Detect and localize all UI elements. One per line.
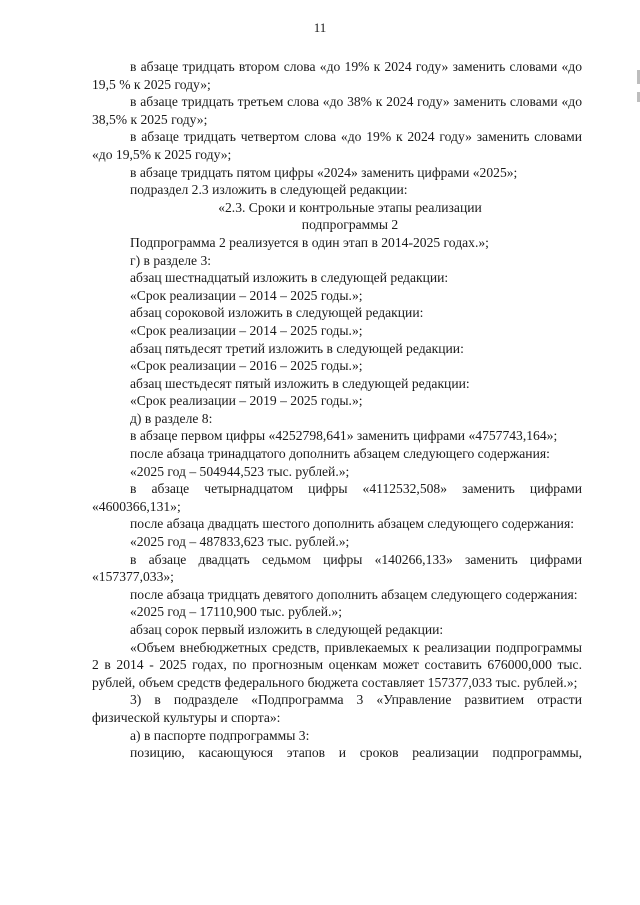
paragraph: в абзаце первом цифры «4252798,641» заменить цифрами «4757743,164»;	[130, 428, 558, 444]
paragraph: абзац сорок первый изложить в следующей редакции:	[130, 622, 444, 637]
paragraph: а) в паспорте подпрограммы 3:	[130, 727, 310, 743]
paragraph: в абзаце тридцать втором слова «до 19% к 2024 году» заменить словами «до 19,5 % к 2025 году»;	[92, 59, 582, 92]
document-body	[92, 58, 582, 762]
paragraph: после абзаца тринадцатого дополнить абзацем следующего содержания:	[130, 446, 550, 462]
paragraph: «Объем внебюджетных средств, привлекаемых к реализации подпрограммы 2 в 2014 - 2025 годах, по прогнозным оценкам может составить 676000,000 тыс. рублей, объем средств федерального бюджета составляет 157377,033 тыс. рублей.»;	[92, 639, 582, 690]
paragraph: в абзаце тридцать четвертом слова «до 19% к 2024 году» заменить словами «до 19,5% к 2025 году»;	[92, 129, 582, 162]
paragraph: «2025 год – 487833,623 тыс. рублей.»;	[130, 534, 350, 550]
paragraph: абзац шестьдесят пятый изложить в следующей редакции:	[130, 375, 470, 391]
paragraph: абзац шестнадцатый изложить в следующей редакции:	[130, 270, 449, 286]
paragraph: 3) в подразделе «Подпрограмма 3 «Управление развитием отрасти физической культуры и спорта»:	[92, 692, 582, 725]
paragraph: подраздел 2.3 изложить в следующей редакции:	[130, 182, 408, 198]
paragraph: д) в разделе 8:	[130, 410, 213, 426]
paragraph: «Срок реализации – 2019 – 2025 годы.»;	[130, 393, 363, 409]
paragraph: после абзаца двадцать шестого дополнить абзацем следующего содержания:	[130, 516, 574, 532]
paragraph: Подпрограмма 2 реализуется в один этап в 2014-2025 годах.»;	[130, 234, 489, 250]
paragraph: г) в разделе 3:	[130, 252, 212, 268]
paragraph: «2025 год – 17110,900 тыс. рублей.»;	[130, 604, 342, 620]
paragraph: «Срок реализации – 2014 – 2025 годы.»;	[130, 322, 363, 338]
paragraph: в абзаце двадцать седьмом цифры «140266,133» заменить цифрами «157377,033»;	[92, 551, 582, 585]
paragraph: «Срок реализации – 2016 – 2025 годы.»;	[130, 358, 363, 374]
paragraph: «2025 год – 504944,523 тыс. рублей.»;	[130, 463, 350, 479]
page-number: 11	[313, 20, 327, 35]
paragraph: абзац пятьдесят третий изложить в следующей редакции:	[130, 340, 464, 356]
paragraph: после абзаца тридцать девятого дополнить абзацем следующего содержания:	[130, 586, 578, 602]
paragraph: позицию, касающуюся этапов и сроков реализации подпрограммы,	[130, 745, 582, 761]
paragraph: в абзаце четырнадцатом цифры «4112532,508» заменить цифрами «4600366,131»;	[92, 481, 582, 514]
paragraph: «Срок реализации – 2014 – 2025 годы.»;	[130, 287, 363, 303]
section-heading: подпрограммы 2	[301, 217, 399, 233]
paragraph: в абзаце тридцать третьем слова «до 38% к 2024 году» заменить словами «до 38,5% к 2025 году»;	[92, 94, 582, 127]
section-heading: «2.3. Сроки и контрольные этапы реализации	[218, 199, 482, 215]
paragraph: в абзаце тридцать пятом цифры «2024» заменить цифрами «2025»;	[130, 164, 518, 180]
paragraph: абзац сороковой изложить в следующей редакции:	[130, 305, 424, 321]
